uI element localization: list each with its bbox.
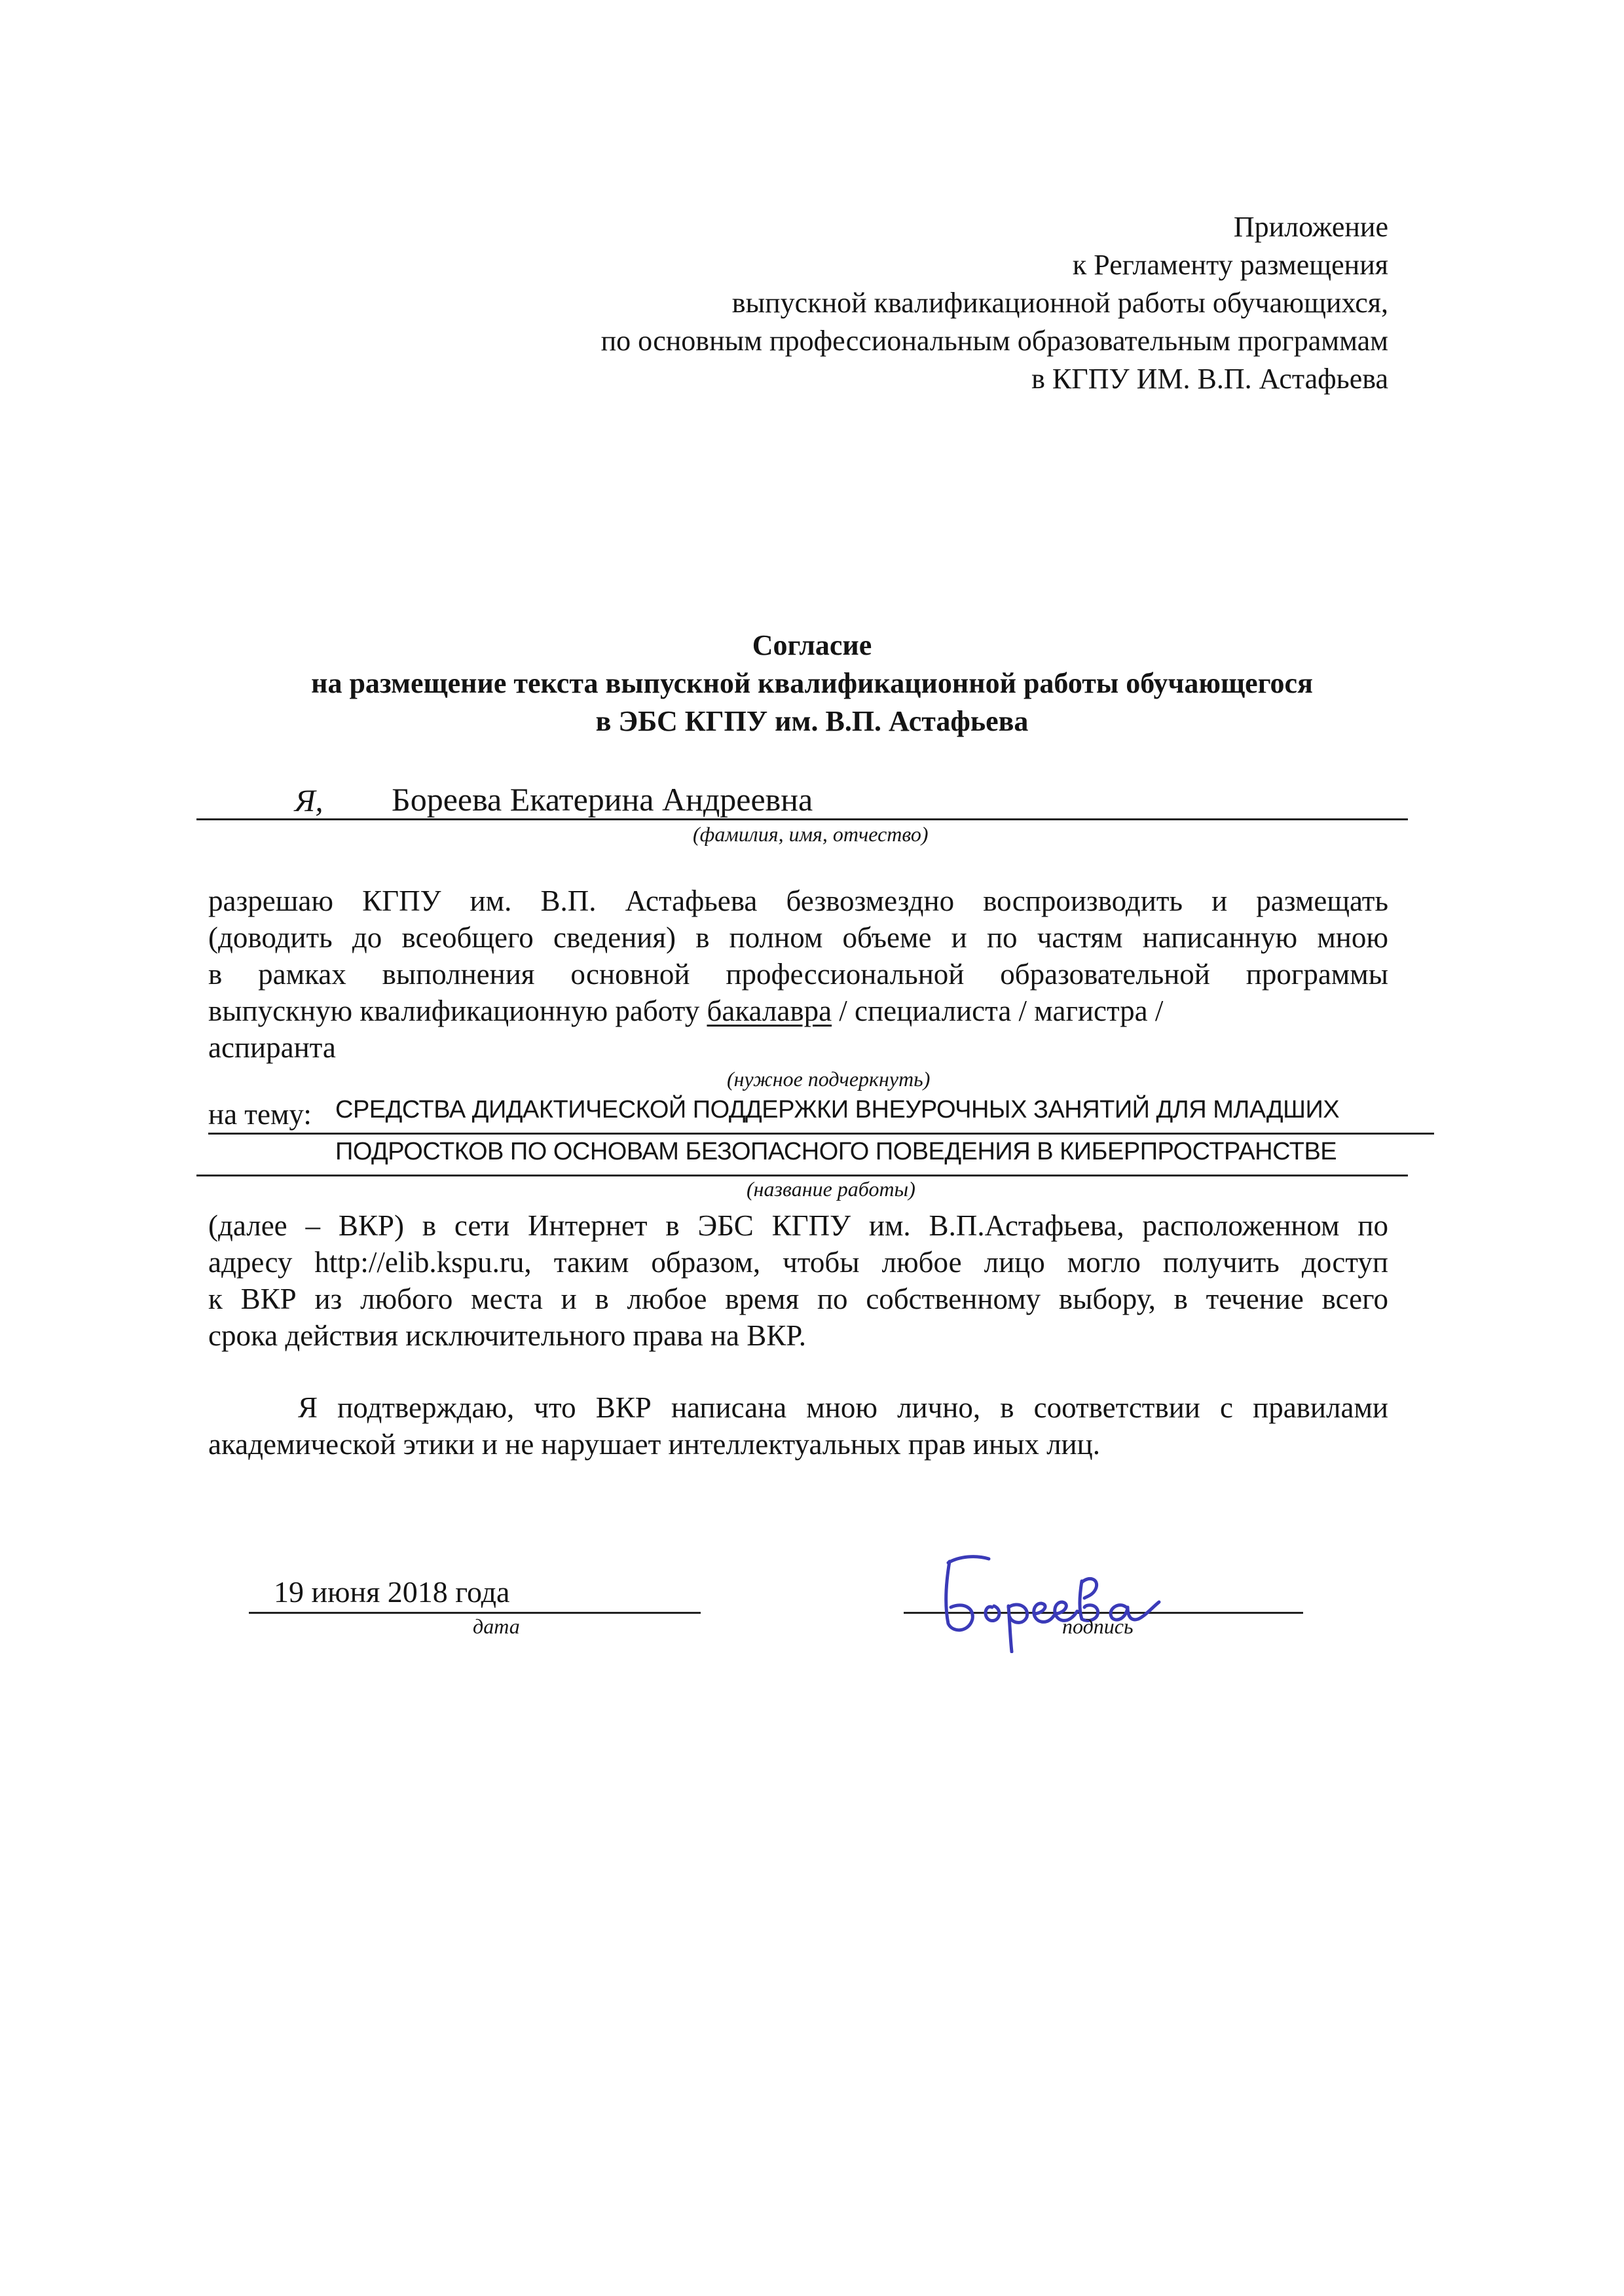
topic-label-underline — [208, 1133, 334, 1135]
grant-line-4 — [208, 994, 1163, 1028]
topic-line-1-underline — [334, 1133, 1434, 1135]
heading-subtitle: на размещение текста выпускной квалификационной работы обучающегося — [311, 667, 1313, 699]
degree-selected: бакалавра — [707, 994, 832, 1027]
grant-line-3: в рамках выполнения основной профессиональной образовательной программы — [208, 958, 1388, 991]
heading-title: Согласие — [752, 629, 872, 661]
publication-line-3: к ВКР из любого места и в любое время по собственному выбору, в течение всего — [208, 1283, 1388, 1315]
appendix-line-1: к Регламенту размещения — [1072, 249, 1388, 281]
grant-line-4-start: выпускную квалификационную работу — [208, 994, 707, 1027]
confirmation-line-1: Я подтверждаю, что ВКР написана мною лично, в соответствии с правилами — [298, 1391, 1388, 1424]
person-name-underline — [196, 818, 1408, 820]
topic-line-2-underline — [196, 1175, 1408, 1176]
grant-line-4-end: / специалиста / магистра / — [832, 994, 1164, 1027]
publication-line-4: срока действия исключительного права на ВКР. — [208, 1319, 806, 1352]
topic-line-2: ПОДРОСТКОВ ПО ОСНОВАМ БЕЗОПАСНОГО ПОВЕДЕНИЯ В КИБЕРПРОСТРАНСТВЕ — [335, 1138, 1337, 1165]
appendix-line-4: в КГПУ ИМ. В.П. Астафьева — [1031, 363, 1388, 395]
signoff-date: 19 июня 2018 года — [274, 1575, 510, 1609]
topic-line-1: СРЕДСТВА ДИДАКТИЧЕСКОЙ ПОДДЕРЖКИ ВНЕУРОЧНЫХ ЗАНЯТИЙ ДЛЯ МЛАДШИХ — [335, 1096, 1340, 1123]
topic-caption: (название работы) — [747, 1177, 915, 1201]
signature-caption: подпись — [1062, 1614, 1134, 1638]
handwritten-signature — [910, 1542, 1185, 1653]
appendix-line-2: выпускной квалификационной работы обучающихся, — [731, 287, 1388, 319]
person-prefix: Я, — [295, 784, 323, 818]
date-caption: дата — [473, 1614, 520, 1638]
person-name-caption: (фамилия, имя, отчество) — [693, 822, 929, 846]
topic-label: на тему: — [208, 1098, 312, 1131]
appendix-line-3: по основным профессиональным образовательным программам — [600, 325, 1388, 357]
degree-caption: (нужное подчеркнуть) — [727, 1067, 931, 1091]
publication-line-1: (далее – ВКР) в сети Интернет в ЭБС КГПУ им. В.П.Астафьева, расположенном по — [208, 1209, 1388, 1242]
grant-line-2: (доводить до всеобщего сведения) в полном объеме и по частям написанную мною — [208, 921, 1388, 954]
grant-line-1: разрешаю КГПУ им. В.П. Астафьева безвозмездно воспроизводить и размещать — [208, 884, 1388, 917]
heading-subtitle-2: в ЭБС КГПУ им. В.П. Астафьева — [595, 705, 1029, 737]
person-name: Бореева Екатерина Андреевна — [392, 781, 813, 818]
publication-line-2: адресу http://elib.kspu.ru, таким образом, чтобы любое лицо могло получить доступ — [208, 1246, 1388, 1279]
grant-line-5: аспиранта — [208, 1031, 336, 1064]
appendix-title: Приложение — [1233, 211, 1388, 243]
confirmation-line-2: академической этики и не нарушает интеллектуальных прав иных лиц. — [208, 1428, 1100, 1461]
date-underline — [249, 1612, 701, 1614]
